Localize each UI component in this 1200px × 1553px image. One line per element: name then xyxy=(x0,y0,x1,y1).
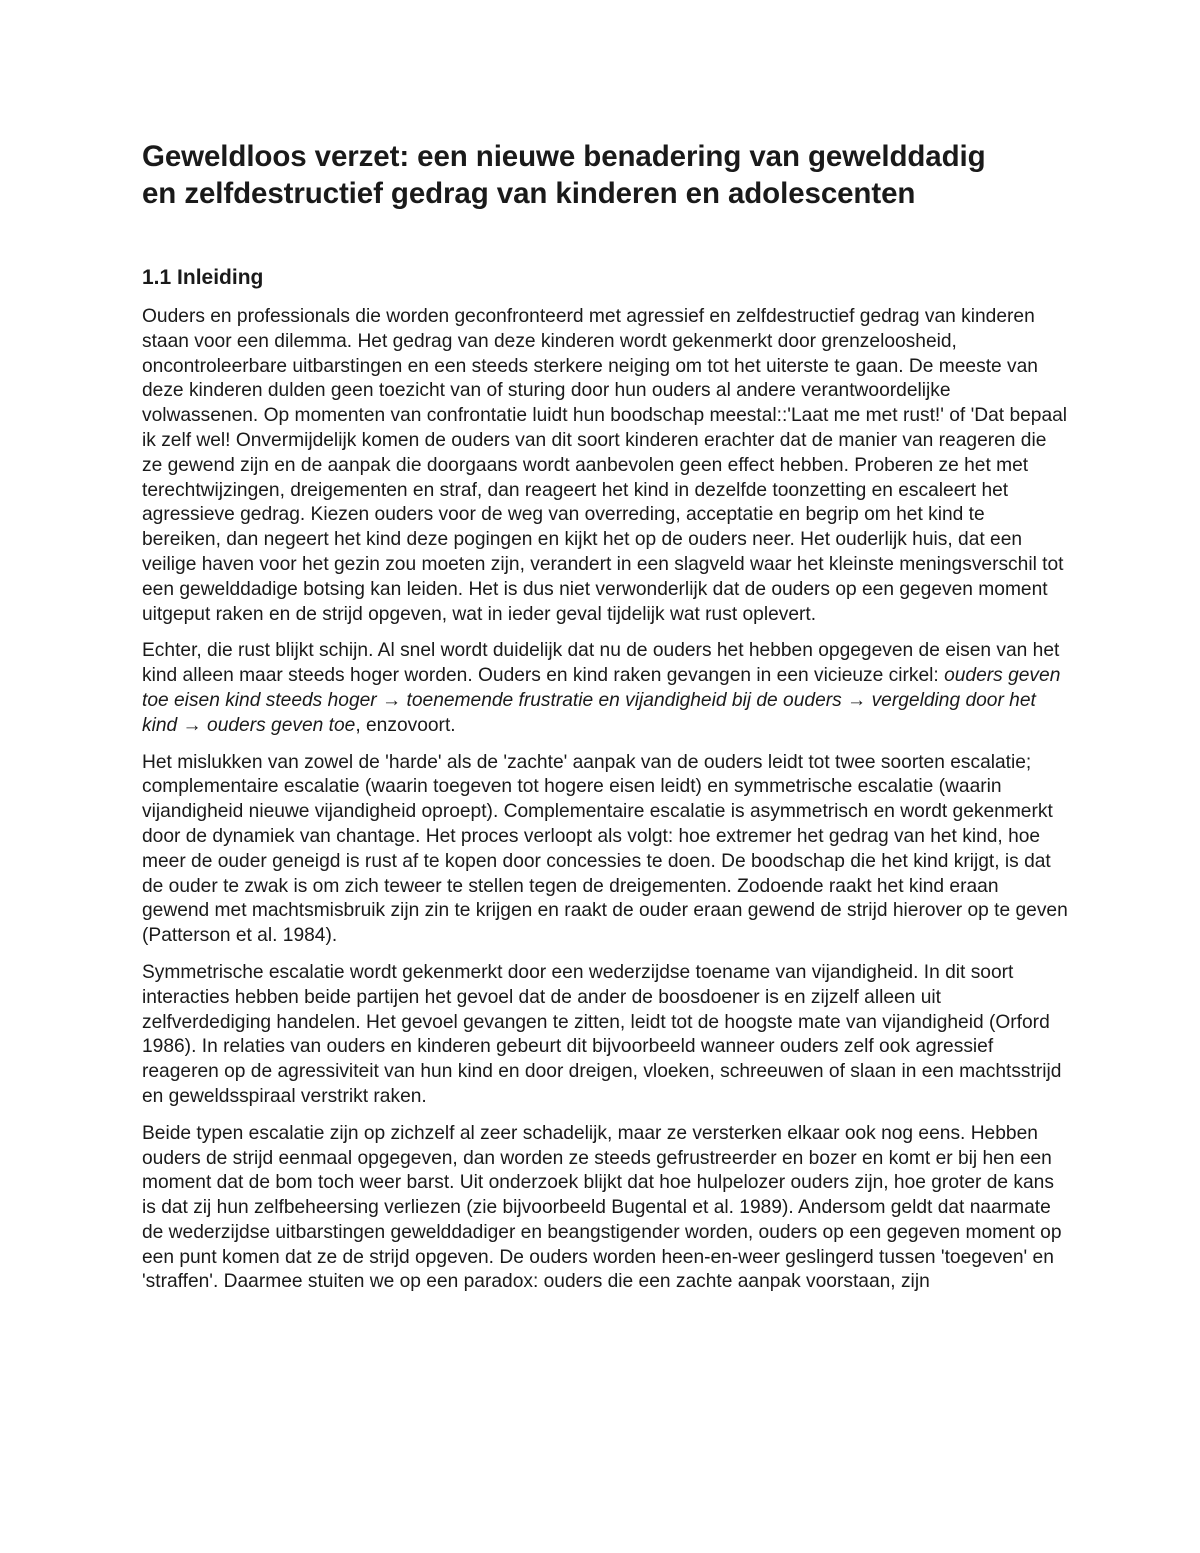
paragraph-5: Beide typen escalatie zijn op zichzelf al zeer schadelijk, maar ze versterken elkaar ook nog eens. Hebben ouders de strijd eenmaal opgegeven, dan worden ze steeds gefrustreerder en bozer en komt er bij hen een moment dat de bom toch weer barst. Uit onderzoek blijkt dat hoe hulpelozer ouders zijn, hoe groter de kans is dat zij hun zelfbeheersing verliezen (zie bijvoorbeeld Bugental et al. 1989). Andersom geldt dat naarmate de wederzijdse uitbarstingen gewelddadiger en beangstigender worden, ouders op een gegeven moment op een punt komen dat ze de strijd opgeven. De ouders worden heen-en-weer geslingerd tussen 'toegeven' en 'straffen'. Daarmee stuiten we op een paradox: ouders die een zachte aanpak voorstaan, zijn xyxy=(142,1122,1062,1293)
paragraph-1: Ouders en professionals die worden geconfronteerd met agressief en zelfdestructief gedrag van kinderen staan voor een dilemma. Het gedrag van deze kinderen wordt gekenmerkt door grenzeloosheid, oncontroleerbare uitbarstingen en een steeds sterkere neiging om tot het uiterste te gaan. De meeste van deze kinderen dulden geen toezicht van of sturing door hun ouders al andere verantwoordelijke volwassenen. Op momenten van confrontatie luidt hun boodschap meestal::'Laat me met rust!' of 'Dat bepaal ik zelf wel! Onvermijdelijk komen de ouders van dit soort kinderen erachter dat de manier van reageren die ze gewend zijn en de aanpak die doorgaans wordt aanbevolen geen effect hebben. Proberen ze het met terechtwijzingen, dreigementen en straf, dan reageert het kind in dezelfde toonzetting en escaleert het agressieve gedrag. Kiezen ouders voor de weg van overreding, acceptatie en begrip om het kind te bereiken, dan negeert het kind deze pogingen en kijkt het op de ouders neer. Het ouderlijk huis, dat een veilige haven voor het gezin zou moeten zijn, verandert in een slagveld waar het kleinste meningsverschil tot een gewelddadige botsing kan leiden. Het is dus niet verwonderlijk dat de ouders op een gegeven moment uitgeput raken en de strijd opgeven, wat in ieder geval tijdelijk wat rust oplevert. xyxy=(142,306,1068,625)
paragraph-2-outro: , enzovoort. xyxy=(355,714,456,736)
paragraph-4: Symmetrische escalatie wordt gekenmerkt door een wederzijdse toename van vijandigheid. In dit soort interacties hebben beide partijen het gevoel dat de ander de boosdoener is en zijzelf alleen uit zelfverdediging handelen. Het gevoel gevangen te zitten, leidt tot de hoogste mate van vijandigheid (Orford 1986). In relaties van ouders en kinderen gebeurt dit bijvoorbeeld wanneer ouders zelf ook agressief reageren op de agressiviteit van hun kind en door dreigen, vloeken, schreeuwen of slaan in een machtsstrijd en geweldsspiraal verstrikt raken. xyxy=(142,961,1062,1107)
paragraph-2 xyxy=(142,639,1068,738)
document-page xyxy=(142,138,1068,1307)
paragraph-3: Het mislukken van zowel de 'harde' als de 'zachte' aanpak van de ouders leidt tot twee soorten escalatie; complementaire escalatie (waarin toegeven tot hogere eisen leidt) en symmetrische escalatie (waarin vijandigheid nieuwe vijandigheid oproept). Complementaire escalatie is asymmetrisch en wordt gekenmerkt door de dynamiek van chantage. Het proces verloopt als volgt: hoe extremer het gedrag van het kind, hoe meer de ouder geneigd is rust af te kopen door concessies te doen. De boodschap die het kind krijgt, is dat de ouder te zwak is om zich teweer te stellen tegen de dreigementen. Zodoende raakt het kind eraan gewend met machtsmisbruik zijn zin te krijgen en raakt de ouder eraan gewend de strijd hierover op te geven (Patterson et al. 1984). xyxy=(142,751,1068,947)
title-line-2: en zelfdestructief gedrag van kinderen en adolescenten xyxy=(142,177,916,210)
paragraph-2-intro: Echter, die rust blijkt schijn. Al snel wordt duidelijk dat nu de ouders het hebben opgegeven de eisen van het kind alleen maar steeds hoger worden. Ouders en kind raken gevangen in een vicieuze cirkel: xyxy=(142,640,1060,687)
section-heading: 1.1 Inleiding xyxy=(142,266,264,289)
title-line-1: Geweldloos verzet: een nieuwe benadering van gewelddadig xyxy=(142,140,986,173)
document-title xyxy=(142,138,1068,212)
paragraph-2-italic: ouders geven toe eisen kind steeds hoger → toenemende frustratie en vijandigheid bij de ouders → vergelding door het kind → ouders geven toe xyxy=(142,665,1061,736)
